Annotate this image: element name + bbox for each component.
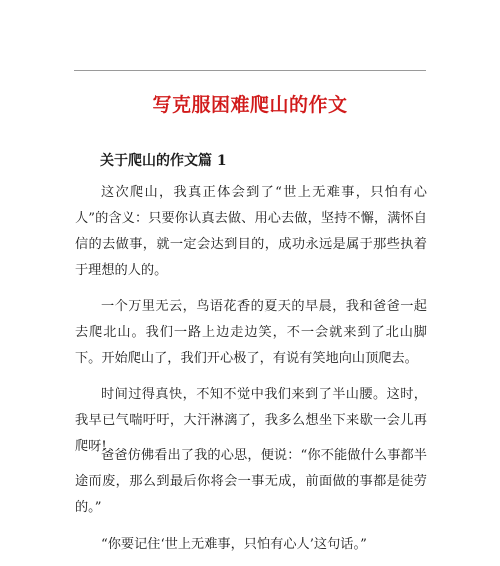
section-heading: 关于爬山的作文篇 1	[100, 153, 227, 169]
paragraph-4: 爸爸仿佛看出了我的心思，便说：“你不能做什么事都半途而废，那么到最后你将会一事无成，前面做的事都是徒劳的。”	[75, 448, 427, 515]
paragraph-1: 这次爬山，我真正体会到了“世上无难事，只怕有心人”的含义：只要你认真去做、用心去做，坚持不懈，满怀自信的去做事，就一定会达到目的，成功永远是属于那些执着于理想的人的。	[75, 185, 427, 278]
paragraph-3: 时间过得真快，不知不觉中我们来到了半山腰。这时，我早已气喘吁吁，大汗淋漓了，我多么想坐下来歇一会儿再爬呀!	[75, 387, 427, 454]
document-title: 写克服困难爬山的作文	[152, 94, 348, 116]
paragraph-2: 一个万里无云，鸟语花香的夏天的早晨，我和爸爸一起去爬北山。我们一路上边走边笑，不一会就来到了北山脚下。开始爬山了，我们开心极了，有说有笑地向山顶爬去。	[75, 299, 427, 366]
header-divider	[74, 70, 426, 71]
paragraph-5: “你要记住‘世上无难事，只怕有心人’这句话。”	[101, 537, 367, 552]
